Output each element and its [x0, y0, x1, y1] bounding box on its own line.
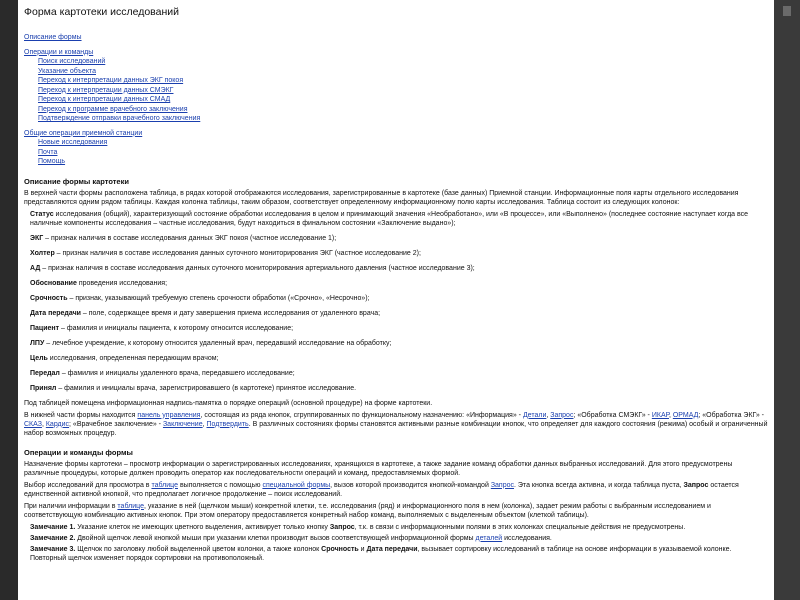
table-of-contents — [24, 33, 768, 167]
toc-link-smecg[interactable]: Переход к интерпретации данных СМЭКГ — [38, 86, 174, 94]
scroll-up-arrow-icon[interactable] — [783, 6, 791, 16]
operations-purpose: Назначение формы картотеки – просмотр информации о зарегистрированных исследованиях, хранящихся в картотеке, а также задание команд обработки данных выбранных исследований. Для этого предусмотрены различные процедуры, которые должен проводить оператор как последовательности операций и команд, предоставляемых формой. — [24, 460, 733, 477]
field-urgency: Срочность – признак, указывающий требуемую степень срочности обработки («Срочно», «Несрочно»); — [30, 294, 370, 302]
toc-link-object[interactable]: Указание объекта — [38, 67, 96, 75]
field-accepted-by: Принял – фамилия и инициалы врача, зарегистрировавшего (в картотеке) принятое исследование. — [30, 384, 357, 392]
toc-link-operations[interactable]: Операции и команды — [24, 48, 94, 56]
toc-link-smad[interactable]: Переход к интерпретации данных СМАД — [38, 96, 171, 103]
field-reason: Обоснование проведения исследования; — [30, 279, 168, 287]
skaz-link[interactable]: СКАЗ — [24, 420, 42, 428]
field-goal: Цель исследования, определенная передающим врачом; — [30, 354, 219, 362]
table-link-2[interactable]: таблице — [117, 502, 144, 510]
toc-link-new-studies[interactable]: Новые исследования — [38, 139, 108, 146]
special-form-link[interactable]: специальной формы — [262, 481, 331, 489]
confirm-link[interactable]: Подтвердить — [206, 420, 249, 428]
field-transfer-date: Дата передачи – поле, содержащее время и дату завершения приема исследования от удаленного врача; — [30, 309, 381, 317]
operations-table-info: При наличии информации в таблице, указание в ней (щелчком мыши) конкретной клетки, т.е. исследования (ряд) и информационного поля в нем (колонка), задает режим работы с выбранным исследованием и соответствующую комбинацию активных кнопок. При этом оператору предоставляется конкретный набор команд, выполняемых с выделенным объектом (клеткой таблицы). — [24, 502, 711, 519]
description-intro: В верхней части формы расположена таблица, в рядах которой отображаются исследования, зарегистрированные в картотеке (базе данных) Приемной станции. Информационные поля карты отдельного исследования представляются одним рядом таблицы. Каждая колонка таблицы, таким образом, соответствует определенному информационному полю карты исследования. Таблица состоит из следующих колонок: — [24, 189, 739, 206]
details-link-2[interactable]: деталей — [475, 534, 503, 542]
request-command-link[interactable]: Запрос — [490, 481, 515, 489]
toc-link-help[interactable]: Помощь — [38, 158, 66, 165]
document-content — [24, 6, 768, 565]
scrollbar-rail[interactable] — [774, 0, 800, 600]
toc-link-conclusion-program[interactable]: Переход к программе врачебного заключения — [38, 105, 188, 113]
table-link[interactable]: таблице — [151, 481, 178, 489]
field-ecg: ЭКГ – признак наличия в составе исследования данных ЭКГ покоя (частное исследование 1); — [30, 234, 337, 242]
kardis-link[interactable]: Кардис — [45, 420, 70, 428]
note-2: Замечание 2. Двойной щелчок левой кнопкой мыши при указании клетки производит вызов соответствующей информационной формы деталей исследования. — [30, 534, 552, 542]
details-link[interactable]: Детали — [522, 411, 547, 419]
note-1: Замечание 1. Указание клеток не имеющих цветного выделения, активирует только кнопку Запрос, т.к. в связи с информационными полями в этих колонках специальные действия не предусмотрены. — [30, 523, 686, 531]
conclusion-link[interactable]: Заключение — [162, 420, 203, 428]
toc-link-search[interactable]: Поиск исследований — [38, 58, 106, 65]
document-page — [18, 0, 774, 600]
section-heading-description: Описание формы картотеки — [24, 176, 129, 186]
description-control-panel: В нижней части формы находится панель управления, состоящая из ряда кнопок, сгруппированных по функциональному назначению: «Информация» - Детали, Запрос; «Обработка СМЭКГ» - ИКАР, ОРМАД; «Обработка ЭКГ» - СКАЗ, Кардис; «Врачебное заключение» - Заключение, Подтвердить. В различных состояниях формы становятся активными разные комбинации кнопок, что определяет для каждого состояния (режима) особый и ограниченный набор возможных процедур. — [24, 411, 768, 437]
toc-link-ecg[interactable]: Переход к интерпретации данных ЭКГ покоя — [38, 77, 184, 84]
operations-selection: Выбор исследований для просмотра в таблице выполняется с помощью специальной формы, вызов которой производится кнопкой-командой Запрос. Эта кнопка всегда активна, и когда таблица пуста, Запрос остается единственной активной кнопкой, что предполагает логичное продолжение – поиск исследований. — [24, 481, 739, 498]
request-link[interactable]: Запрос — [550, 411, 574, 419]
description-after-table: Под таблицей помещена информационная надпись-памятка о порядке операций (основной процедуре) на форме картотеки. — [24, 399, 433, 407]
field-sent-by: Передал – фамилия и инициалы удаленного врача, передавшего исследование; — [30, 369, 295, 377]
field-lpu: ЛПУ – лечебное учреждение, к которому относится удаленный врач, передавший исследование на обработку; — [30, 339, 392, 347]
toc-link-description[interactable]: Описание формы — [24, 34, 82, 41]
note-3: Замечание 3. Щелчок по заголовку любой выделенной цветом колонки, а также колонок Срочность и Дата передачи, вызывает сортировку исследований в таблице на основе информации в указываемой колонке. Повторный щелчок изменяет порядок сортировки на противоположный. — [30, 545, 732, 562]
section-heading-operations: Операции и команды формы — [24, 447, 133, 457]
toc-link-confirm-conclusion[interactable]: Подтверждение отправки врачебного заключения — [38, 115, 201, 122]
toc-link-mail[interactable]: Почта — [38, 148, 58, 156]
control-panel-link[interactable]: панель управления — [137, 411, 201, 419]
ikar-link[interactable]: ИКАР — [651, 411, 669, 419]
ormad-link[interactable]: ОРМАД — [672, 411, 699, 419]
page-title: Форма картотеки исследований — [24, 6, 180, 18]
field-bp: АД – признак наличия в составе исследования данных суточного мониторирования артериального давления (частное исследование 3); — [30, 264, 475, 272]
field-status: Статус исследования (общий), характеризующий состояние обработки исследования в целом и принимающий значения «Необработано», или «В процессе», или «Выполнено» (последнее состояние наступает когда все наличные компоненты исследования – частные исследования, будут находиться в финальном состоянии «Заключение выдано»); — [30, 210, 749, 227]
field-holter: Холтер – признак наличия в составе исследования данных суточного мониторирования ЭКГ (частное исследование 2); — [30, 249, 421, 257]
toc-link-general[interactable]: Общие операции приемной станции — [24, 129, 143, 137]
field-patient: Пациент – фамилия и инициалы пациента, к которому относится исследование; — [30, 324, 294, 332]
